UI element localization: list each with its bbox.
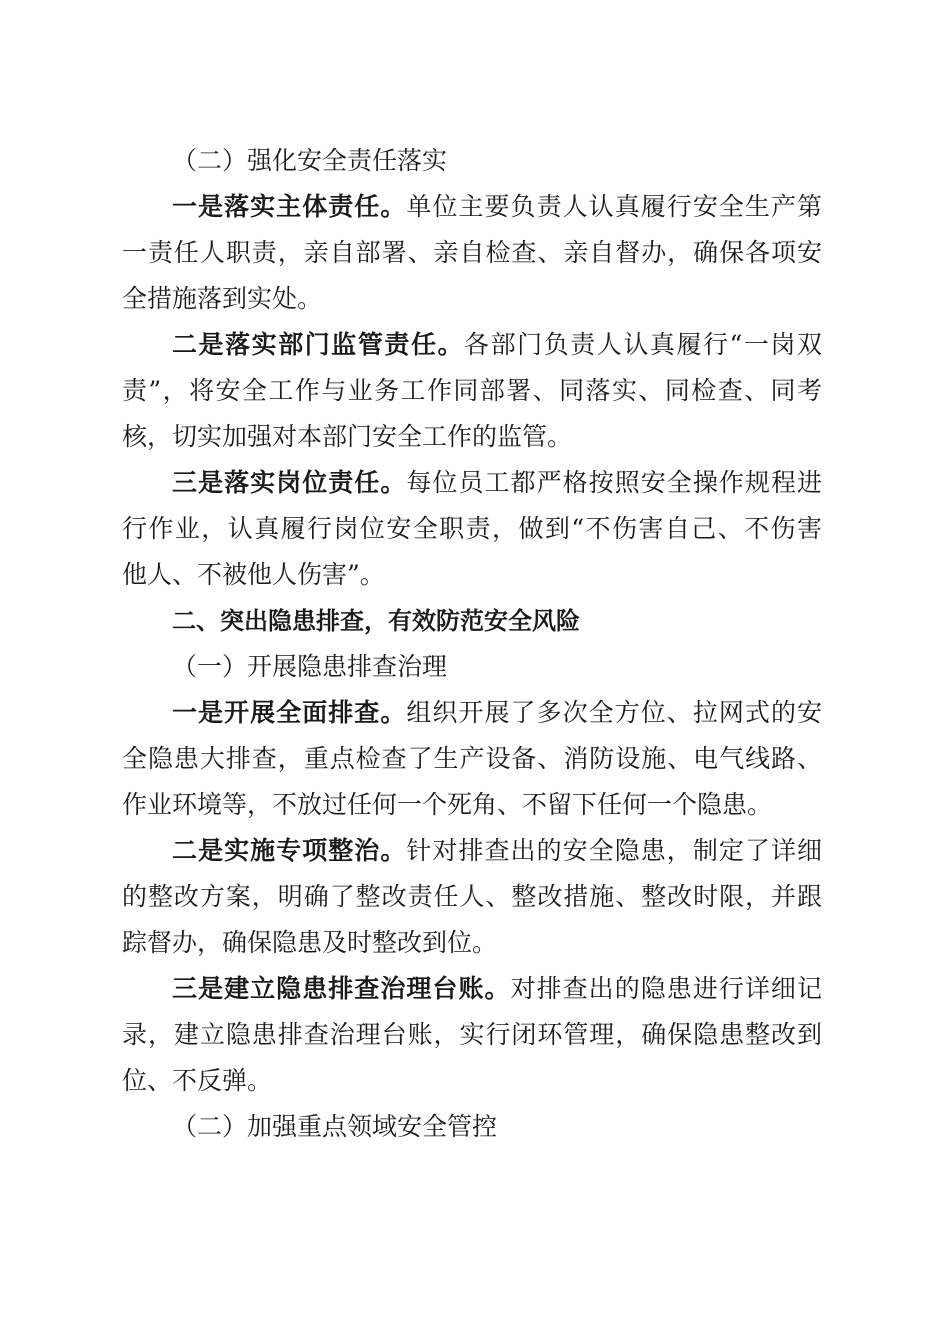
- document-body: [122, 138, 822, 1150]
- paragraph-line: 核，切实加强对本部门安全工作的监管。: [122, 422, 573, 451]
- paragraph-line: [122, 184, 822, 230]
- paragraph-lead: 三是建立隐患排查治理台账。: [172, 974, 511, 1003]
- paragraph-text: 针对排查出的安全隐患，制定了详细: [406, 836, 822, 865]
- paragraph-line: 一责任人职责，亲自部署、亲自检查、亲自督办，确保各项安: [122, 238, 822, 267]
- paragraph-line: 作业环境等，不放过任何一个死角、不留下任何一个隐患。: [122, 790, 773, 819]
- paragraph-department-responsibility: [122, 322, 822, 460]
- paragraph-line: 位、不反弹。: [122, 1066, 273, 1095]
- paragraph-text: 对排查出的隐患进行详细记: [510, 974, 822, 1003]
- paragraph-line: [122, 690, 822, 736]
- paragraph-lead: 一是落实主体责任。: [172, 192, 407, 221]
- paragraph-comprehensive-inspection: [122, 690, 822, 828]
- paragraph-lead: 三是落实岗位责任。: [172, 468, 407, 497]
- paragraph-text: 组织开展了多次全方位、拉网式的安: [406, 698, 822, 727]
- paragraph-text: 单位主要负责人认真履行安全生产第: [406, 192, 822, 221]
- paragraph-line: 的整改方案，明确了整改责任人、整改措施、整改时限，并跟: [122, 882, 822, 911]
- sub-heading-hazard-governance: （一）开展隐患排查治理: [172, 652, 448, 681]
- paragraph-line: [122, 828, 822, 874]
- paragraph-line: 踪督办，确保隐患及时整改到位。: [122, 928, 498, 957]
- paragraph-line: 他人、不被他人伤害”。: [122, 560, 385, 589]
- paragraph-hazard-ledger: [122, 966, 822, 1104]
- paragraph-line: 全措施落到实处。: [122, 284, 323, 313]
- paragraph-line: 全隐患大排查，重点检查了生产设备、消防设施、电气线路、: [122, 744, 822, 773]
- paragraph-text: 每位员工都严格按照安全操作规程进: [406, 468, 822, 497]
- section-heading-hazard-inspection: 二、突出隐患排查，有效防范安全风险: [172, 607, 580, 635]
- paragraph-line: 责”，将安全工作与业务工作同部署、同落实、同检查、同考: [122, 376, 822, 405]
- paragraph-line: [122, 966, 822, 1012]
- paragraph-special-rectification: [122, 828, 822, 966]
- paragraph-line: 行作业，认真履行岗位安全职责，做到“不伤害自己、不伤害: [122, 514, 822, 543]
- paragraph-line: [122, 322, 822, 368]
- paragraph-main-responsibility: [122, 184, 822, 322]
- sub-heading-strengthen-responsibility: （二）强化安全责任落实: [172, 146, 448, 175]
- sub-heading-key-area-control: （二）加强重点领域安全管控: [172, 1112, 498, 1141]
- paragraph-lead: 二是实施专项整治。: [172, 836, 407, 865]
- paragraph-lead: 二是落实部门监管责任。: [172, 330, 465, 359]
- paragraph-text: 各部门负责人认真履行“一岗双: [464, 330, 822, 359]
- paragraph-line: 录，建立隐患排查治理台账，实行闭环管理，确保隐患整改到: [122, 1020, 822, 1049]
- paragraph-post-responsibility: [122, 460, 822, 598]
- paragraph-line: [122, 460, 822, 506]
- paragraph-lead: 一是开展全面排查。: [172, 698, 407, 727]
